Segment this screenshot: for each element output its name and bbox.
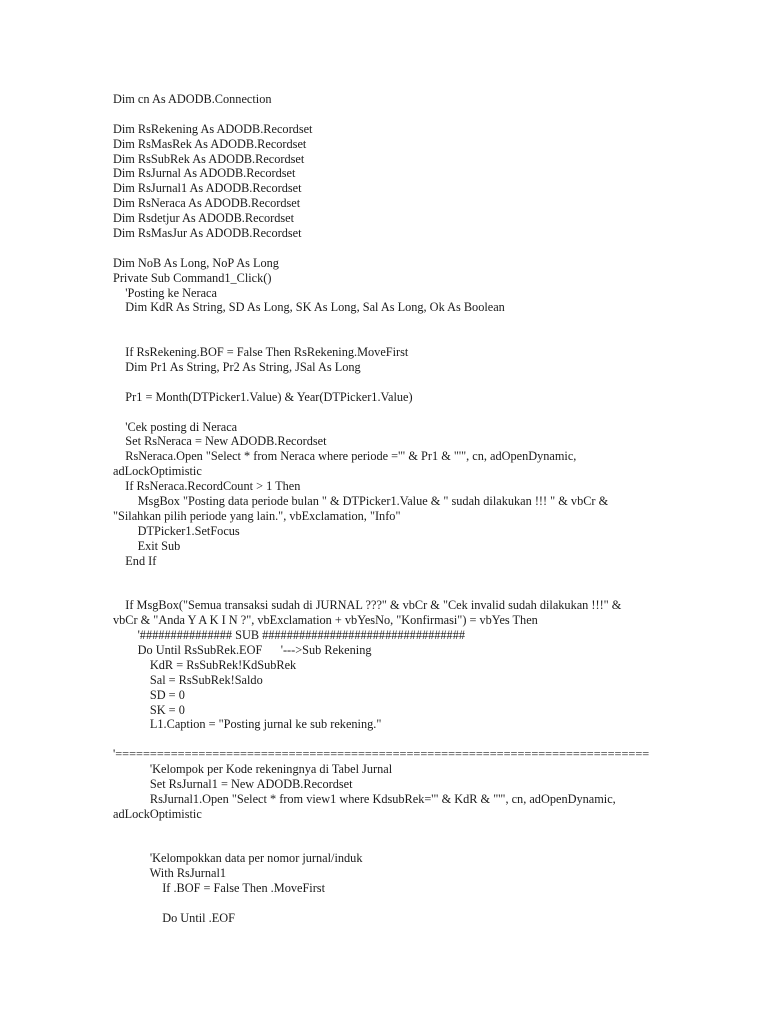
code-line: 'Cek posting di Neraca bbox=[113, 419, 238, 434]
code-line: Dim Pr1 As String, Pr2 As String, JSal As Long bbox=[113, 360, 361, 375]
code-line: End If bbox=[113, 553, 157, 568]
code-line: If .BOF = False Then .MoveFirst bbox=[113, 881, 325, 896]
code-line: RsJurnal1.Open "Select * from view1 where KdsubRek='" & KdR & "'", cn, adOpenDynamic, bbox=[113, 791, 616, 806]
code-line: Sal = RsSubRek!Saldo bbox=[113, 672, 263, 687]
code-line bbox=[113, 405, 673, 420]
code-listing bbox=[113, 92, 673, 926]
code-line: Dim RsJurnal1 As ADODB.Recordset bbox=[113, 181, 302, 196]
code-line: Dim RsMasRek As ADODB.Recordset bbox=[113, 136, 307, 151]
code-line: '############### SUB ################################# bbox=[113, 628, 466, 643]
code-line: KdR = RsSubRek!KdSubRek bbox=[113, 657, 297, 672]
code-line bbox=[113, 107, 673, 122]
code-line bbox=[113, 822, 673, 837]
code-line: DTPicker1.SetFocus bbox=[113, 523, 240, 538]
code-line bbox=[113, 315, 673, 330]
code-line: Dim RsMasJur As ADODB.Recordset bbox=[113, 226, 302, 241]
code-line: Dim RsJurnal As ADODB.Recordset bbox=[113, 166, 296, 181]
code-line: Dim RsRekening As ADODB.Recordset bbox=[113, 121, 313, 136]
code-line: Dim cn As ADODB.Connection bbox=[113, 92, 272, 106]
code-line bbox=[113, 732, 673, 747]
code-line: MsgBox "Posting data periode bulan " & DTPicker1.Value & " sudah dilakukan !!! " & vbCr & bbox=[113, 494, 609, 509]
code-line: SD = 0 bbox=[113, 687, 185, 702]
code-line: Dim Rsdetjur As ADODB.Recordset bbox=[113, 211, 295, 226]
code-line: If RsNeraca.RecordCount > 1 Then bbox=[113, 479, 301, 494]
code-line: "Silahkan pilih periode yang lain.", vbExclamation, "Info" bbox=[113, 508, 401, 523]
code-line: '============================================================================= bbox=[113, 747, 650, 762]
code-line: With RsJurnal1 bbox=[113, 866, 227, 881]
code-line: adLockOptimistic bbox=[113, 806, 202, 821]
code-line: 'Posting ke Neraca bbox=[113, 285, 217, 300]
code-line: Exit Sub bbox=[113, 538, 181, 553]
code-line: Do Until .EOF bbox=[113, 910, 235, 925]
code-line: SK = 0 bbox=[113, 702, 185, 717]
code-line bbox=[113, 375, 673, 390]
code-line: If RsRekening.BOF = False Then RsRekening.MoveFirst bbox=[113, 345, 409, 360]
code-line: 'Kelompokkan data per nomor jurnal/induk bbox=[113, 851, 363, 866]
code-line: Set RsJurnal1 = New ADODB.Recordset bbox=[113, 776, 353, 791]
code-line bbox=[113, 330, 673, 345]
code-line: L1.Caption = "Posting jurnal ke sub rekening." bbox=[113, 717, 382, 732]
code-line: RsNeraca.Open "Select * from Neraca where periode ='" & Pr1 & "'", cn, adOpenDynamic, bbox=[113, 449, 577, 464]
code-line: Dim RsSubRek As ADODB.Recordset bbox=[113, 151, 305, 166]
code-line: Pr1 = Month(DTPicker1.Value) & Year(DTPicker1.Value) bbox=[113, 389, 413, 404]
code-line: vbCr & "Anda Y A K I N ?", vbExclamation + vbYesNo, "Konfirmasi") = vbYes Then bbox=[113, 613, 538, 628]
code-line: If MsgBox("Semua transaksi sudah di JURNAL ???" & vbCr & "Cek invalid sudah dilakukan !!!" & bbox=[113, 598, 622, 613]
code-line: Private Sub Command1_Click() bbox=[113, 270, 272, 285]
code-line: Dim NoB As Long, NoP As Long bbox=[113, 255, 279, 270]
code-line bbox=[113, 569, 673, 584]
code-line bbox=[113, 896, 673, 911]
code-line bbox=[113, 837, 673, 852]
code-line bbox=[113, 241, 673, 256]
code-line: Set RsNeraca = New ADODB.Recordset bbox=[113, 434, 327, 449]
code-line: Dim KdR As String, SD As Long, SK As Long, Sal As Long, Ok As Boolean bbox=[113, 300, 505, 315]
code-line: Dim RsNeraca As ADODB.Recordset bbox=[113, 196, 301, 211]
code-line: Do Until RsSubRek.EOF '--->Sub Rekening bbox=[113, 642, 372, 657]
code-line: adLockOptimistic bbox=[113, 464, 202, 479]
code-line bbox=[113, 583, 673, 598]
code-line: 'Kelompok per Kode rekeningnya di Tabel Jurnal bbox=[113, 762, 393, 777]
